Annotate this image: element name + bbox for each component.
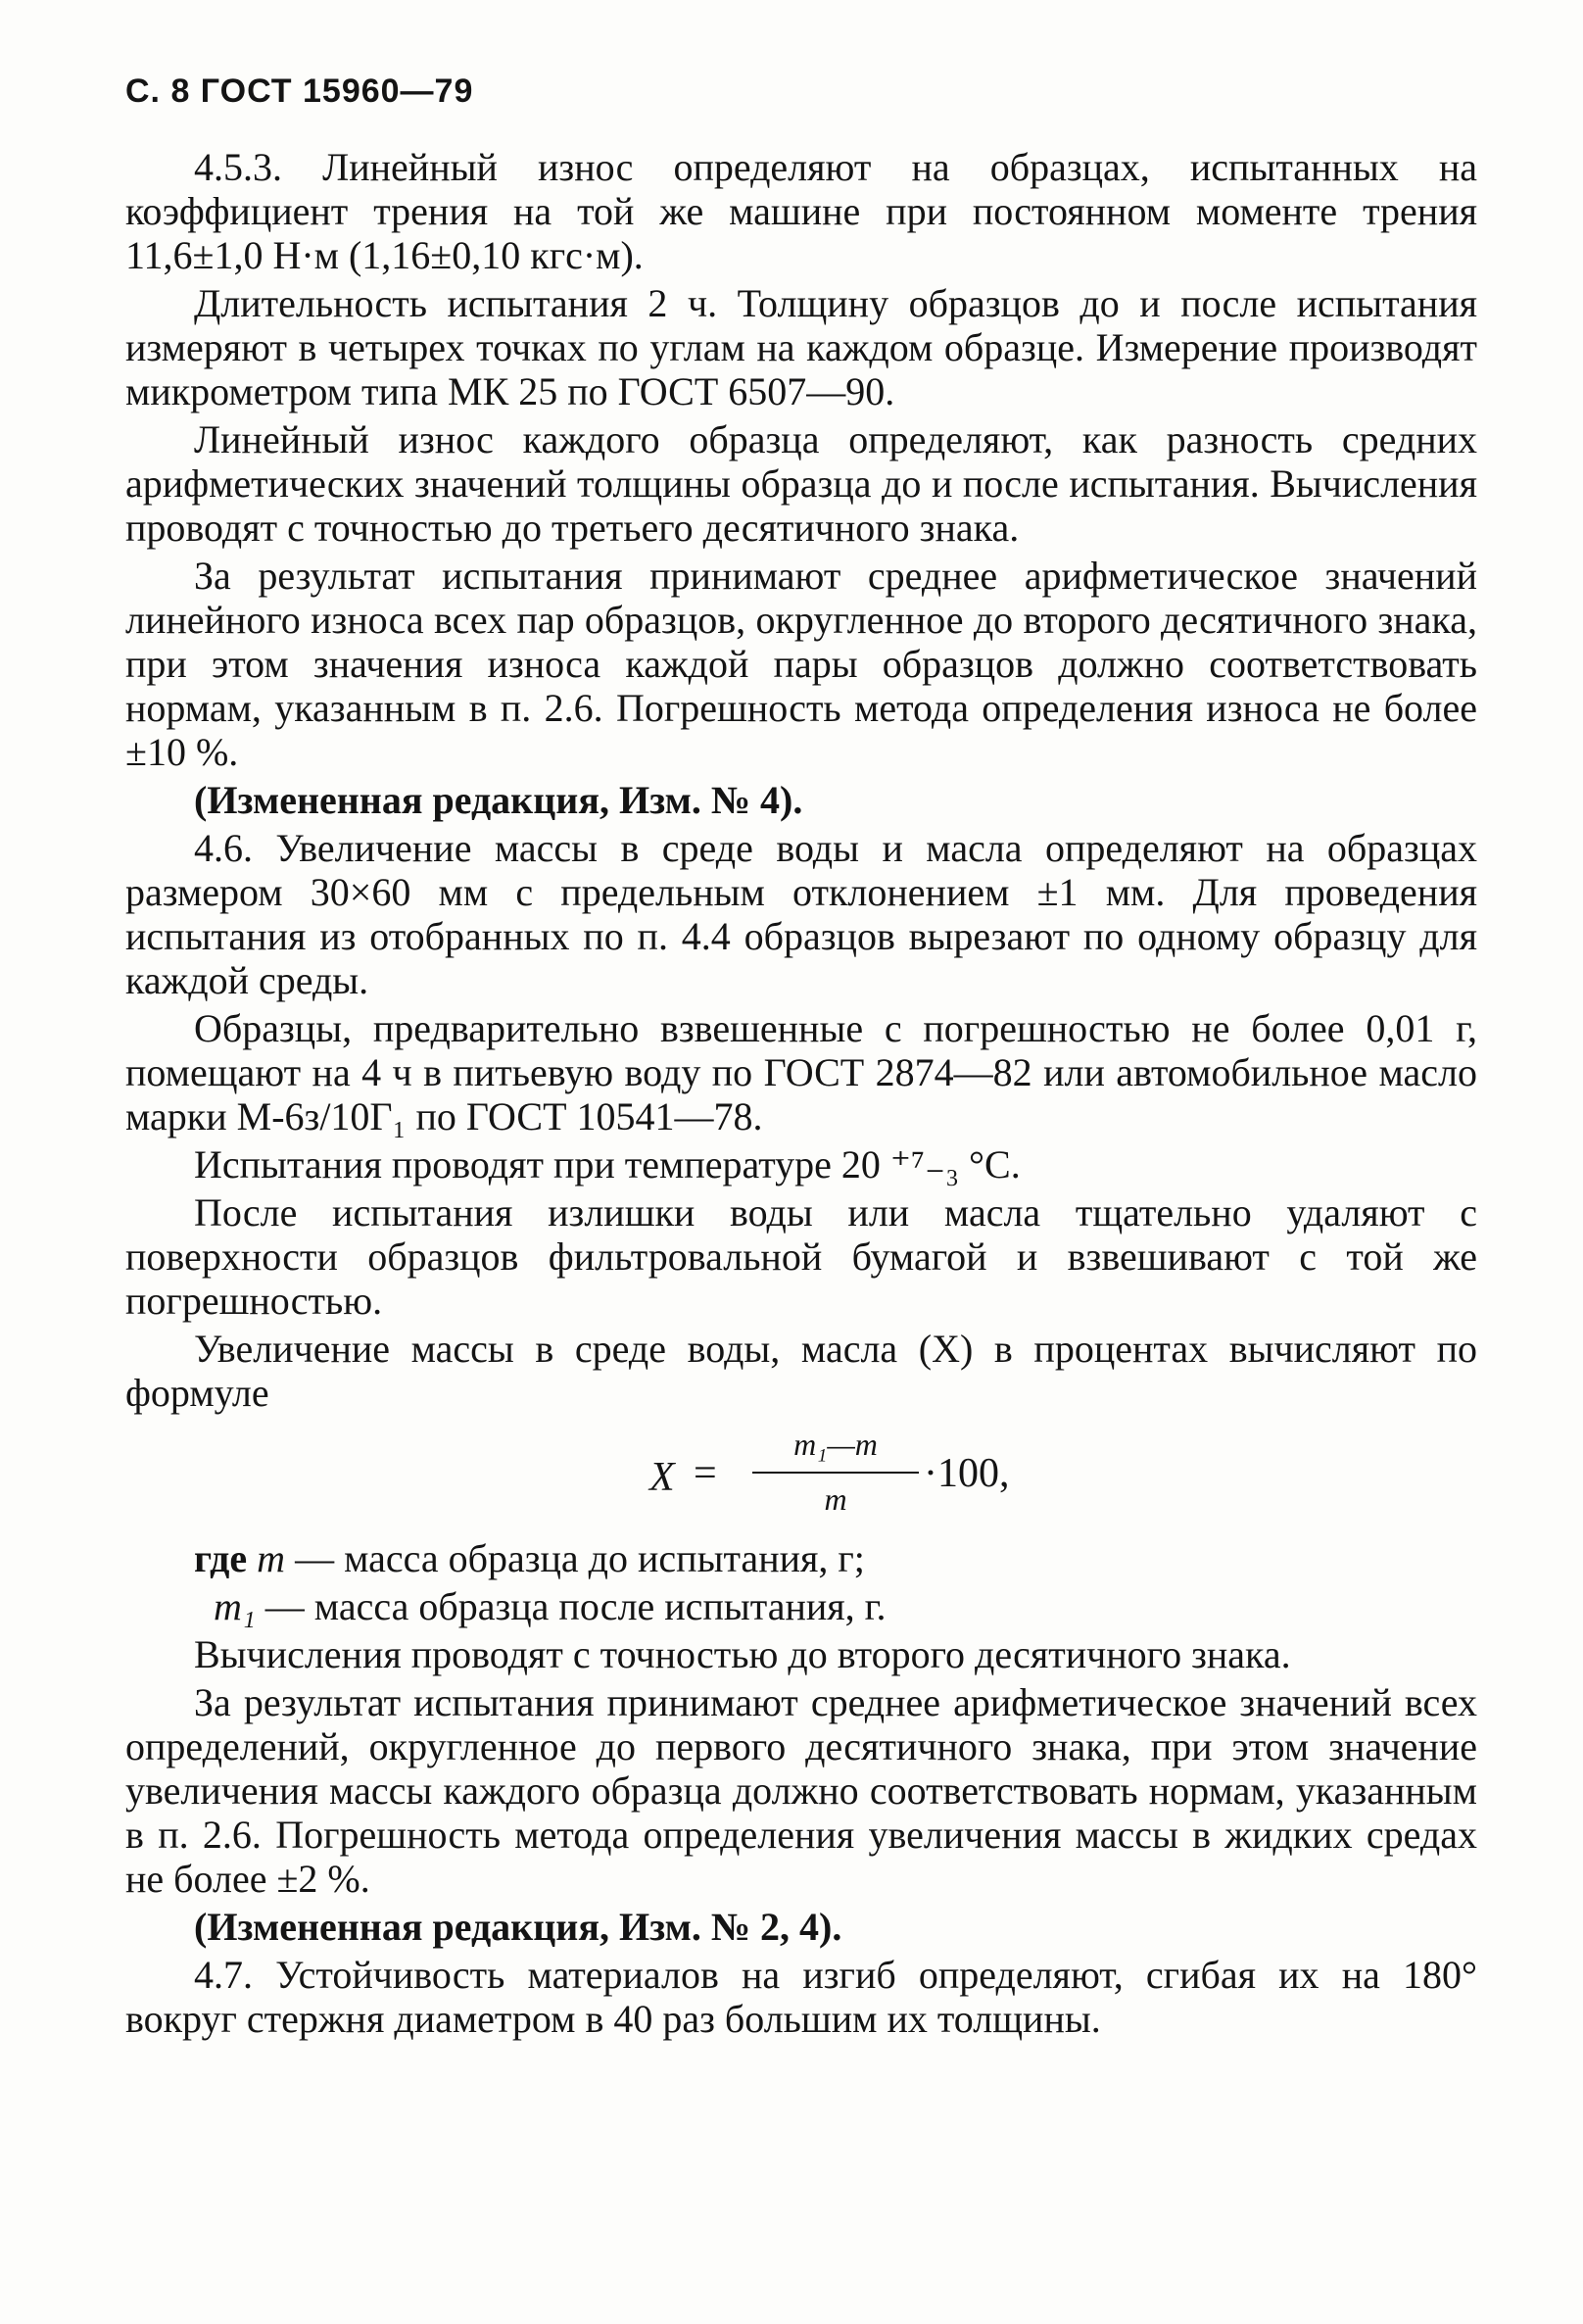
formula-tail: ·100, xyxy=(924,1451,1010,1496)
fraction-bar xyxy=(752,1472,919,1474)
paragraph-mass-result: За результат испытания принимают среднее арифметическое значений всех определений, округленное до первого десятичного знака, при этом значение увеличения массы каждого образца должно соответствовать нормам, указанным в п. 2.6. Погрешность метода определения увеличения массы в жидких средах не более ±2 %. xyxy=(125,1680,1477,1901)
paragraph-after-test: После испытания излишки воды или масла тщательно удаляют с поверхности образцов фильтровальной бумагой и взвешивают с той же погрешностью. xyxy=(125,1190,1477,1323)
paragraph-formula-intro: Увеличение массы в среде воды, масла (X) в процентах вычисляют по формуле xyxy=(125,1327,1477,1415)
paragraph-calc-precision: Вычисления проводят с точностью до второго десятичного знака. xyxy=(194,1632,1291,1676)
document-body xyxy=(125,145,1477,2041)
where-clause-m xyxy=(125,1536,1477,1580)
mass-increase-formula xyxy=(125,1423,1477,1526)
var-m1-description: — масса образца после испытания, г. xyxy=(255,1584,887,1628)
formula-denominator: m xyxy=(824,1481,847,1517)
where-clause-m1 xyxy=(125,1584,1477,1628)
amendment-note-2-4: (Измененная редакция, Изм. № 2, 4). xyxy=(194,1905,842,1949)
formula-equals: = xyxy=(694,1451,717,1496)
paragraph-test-duration: Длительность испытания 2 ч. Толщину образцов до и после испытания измеряют в четырех точках по углам на каждом образце. Измерение производят микрометром типа МК 25 по ГОСТ 6507—90. xyxy=(125,281,1477,413)
paragraph-test-temperature: Испытания проводят при температуре 20 ⁺⁷₋₃ °С. xyxy=(194,1142,1021,1186)
paragraph-wear-result: За результат испытания принимают среднее арифметическое значений линейного износа всех пар образцов, округленное до второго десятичного знака, при этом значения износа каждой пары образцов должно соответствовать нормам, указанным в п. 2.6. Погрешность метода определения износа не более ±10 %. xyxy=(125,554,1477,774)
where-lead: где xyxy=(194,1536,248,1580)
var-m1: m₁ xyxy=(214,1584,256,1628)
paragraph-samples-weighing: Образцы, предварительно взвешенные с погрешностью не более 0,01 г, помещают на 4 ч в питьевую воду по ГОСТ 2874—82 или автомобильное масло марки М-6з/10Г₁ по ГОСТ 10541—78. xyxy=(125,1006,1477,1138)
formula-lhs: X xyxy=(649,1455,675,1500)
paragraph-linear-wear: Линейный износ каждого образца определяют, как разность средних арифметических значений толщины образца до и после испытания. Вычисления проводят с точностью до третьего десятичного знака. xyxy=(125,417,1477,550)
page-header: С. 8 ГОСТ 15960—79 xyxy=(125,73,474,110)
paragraph-4-7: 4.7. Устойчивость материалов на изгиб определяют, сгибая их на 180° вокруг стержня диаметром в 40 раз большим их толщины. xyxy=(125,1953,1477,2041)
amendment-note-4: (Измененная редакция, Изм. № 4). xyxy=(194,778,803,822)
paragraph-4-5-3: 4.5.3. Линейный износ определяют на образцах, испытанных на коэффициент трения на той же машине при постоянном моменте трения 11,6±1,0 Н·м (1,16±0,10 кгс·м). xyxy=(125,145,1477,277)
var-m: m xyxy=(257,1536,286,1580)
var-m-description: — масса образца до испытания, г; xyxy=(285,1536,865,1580)
formula-numerator: m₁—m xyxy=(793,1427,878,1462)
paragraph-4-6: 4.6. Увеличение массы в среде воды и масла определяют на образцах размером 30×60 мм с предельным отклонением ±1 мм. Для проведения испытания из отобранных по п. 4.4 образцов вырезают по одному образцу для каждой среды. xyxy=(125,826,1477,1002)
